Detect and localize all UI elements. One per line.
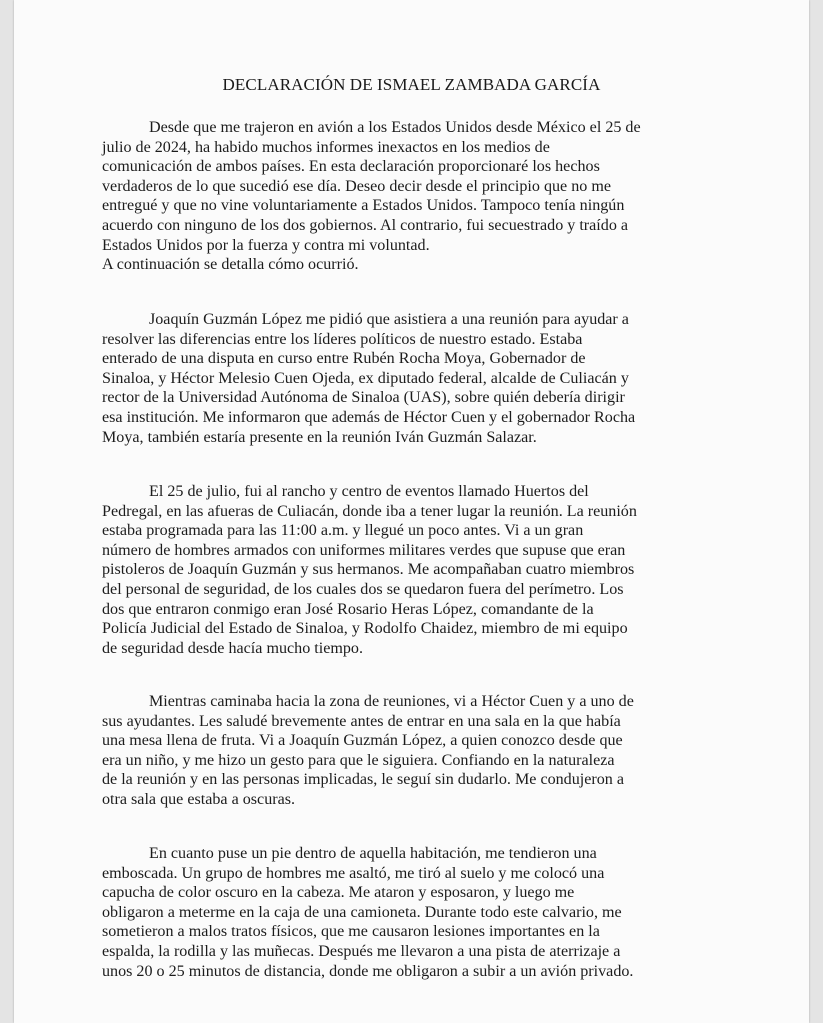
paragraph-5 <box>102 844 727 981</box>
text-line: capucha de color oscuro en la cabeza. Me ataron y esposaron, y luego me <box>102 884 575 902</box>
text-line: obligaron a meterme en la caja de una camioneta. Durante todo este calvario, me <box>102 903 622 921</box>
text-line: otra sala que estaba a oscuras. <box>102 790 296 808</box>
text-line: pistoleros de Joaquín Guzmán y sus hermanos. Me acompañaban cuatro miembros <box>102 561 635 579</box>
text-line: sus ayudantes. Les saludé brevemente antes de entrar en una sala en la que había <box>102 712 621 730</box>
text-line: Moya, también estaría presente en la reunión Iván Guzmán Salazar. <box>102 428 537 446</box>
text-line: El 25 de julio, fui al rancho y centro de eventos llamado Huertos del <box>149 483 589 500</box>
text-line: entregué y que no vine voluntariamente a Estados Unidos. Tampoco tenía ningún <box>102 197 625 215</box>
text-line: unos 20 o 25 minutos de distancia, donde me obligaron a subir a un avión privado. <box>102 962 634 980</box>
text-line: En cuanto puse un pie dentro de aquella habitación, me tendieron una <box>149 845 597 862</box>
text-line: Joaquín Guzmán López me pidió que asistiera a una reunión para ayudar a <box>149 311 629 328</box>
paragraph-2 <box>102 310 727 447</box>
text-line: Estados Unidos por la fuerza y contra mi voluntad. <box>102 236 430 254</box>
paragraph-4 <box>102 692 727 810</box>
text-line: acuerdo con ninguno de los dos gobiernos. Al contrario, fui secuestrado y traído a <box>102 216 629 234</box>
text-line: resolver las diferencias entre los líderes políticos de nuestro estado. Estaba <box>102 330 583 348</box>
text-line: una mesa llena de fruta. Vi a Joaquín Guzmán López, a quien conozco desde que <box>102 732 623 750</box>
text-line: sometieron a malos tratos físicos, que me causaron lesiones importantes en la <box>102 923 600 941</box>
text-line: número de hombres armados con uniformes militares verdes que supuse que eran <box>102 541 626 559</box>
text-line: Desde que me trajeron en avión a los Estados Unidos desde México el 25 de <box>149 119 641 136</box>
text-line: Pedregal, en las afueras de Culiacán, donde iba a tener lugar la reunión. La reunión <box>102 502 637 520</box>
text-line: estaba programada para las 11:00 a.m. y llegué un poco antes. Vi a un gran <box>102 522 584 540</box>
document-title: DECLARACIÓN DE ISMAEL ZAMBADA GARCÍA <box>222 75 601 94</box>
text-line: del personal de seguridad, de los cuales dos se quedaron fuera del perímetro. Los <box>102 580 624 598</box>
text-line: comunicación de ambos países. En esta declaración proporcionaré los hechos <box>102 158 600 176</box>
text-line: rector de la Universidad Autónoma de Sinaloa (UAS), sobre quién debería dirigir <box>102 389 625 407</box>
text-line: Sinaloa, y Héctor Melesio Cuen Ojeda, ex diputado federal, alcalde de Culiacán y <box>102 369 629 387</box>
text-line: Mientras caminaba hacia la zona de reuniones, vi a Héctor Cuen y a uno de <box>149 693 634 710</box>
text-line: A continuación se detalla cómo ocurrió. <box>102 256 359 274</box>
document-page <box>14 0 809 1023</box>
text-line: de la reunión y en las personas implicadas, le seguí sin dudarlo. Me condujeron a <box>102 771 625 789</box>
text-line: Policía Judicial del Estado de Sinaloa, y Rodolfo Chaidez, miembro de mi equipo <box>102 620 628 638</box>
text-line: era un niño, y me hizo un gesto para que le siguiera. Confiando en la naturaleza <box>102 751 615 769</box>
paragraph-3 <box>102 482 727 658</box>
text-line: espalda, la rodilla y las muñecas. Después me llevaron a una pista de aterrizaje a <box>102 942 621 960</box>
paragraph-1 <box>102 118 727 275</box>
text-line: dos que entraron conmigo eran José Rosario Heras López, comandante de la <box>102 600 594 618</box>
text-line: verdaderos de lo que sucedió ese día. Deseo decir desde el principio que no me <box>102 177 612 195</box>
text-line: emboscada. Un grupo de hombres me asaltó, me tiró al suelo y me colocó una <box>102 864 605 882</box>
text-line: esa institución. Me informaron que además de Héctor Cuen y el gobernador Rocha <box>102 408 636 426</box>
text-line: de seguridad desde hacía mucho tiempo. <box>102 639 363 657</box>
text-line: enterado de una disputa en curso entre Rubén Rocha Moya, Gobernador de <box>102 350 586 368</box>
text-line: julio de 2024, ha habido muchos informes inexactos en los medios de <box>102 138 550 156</box>
